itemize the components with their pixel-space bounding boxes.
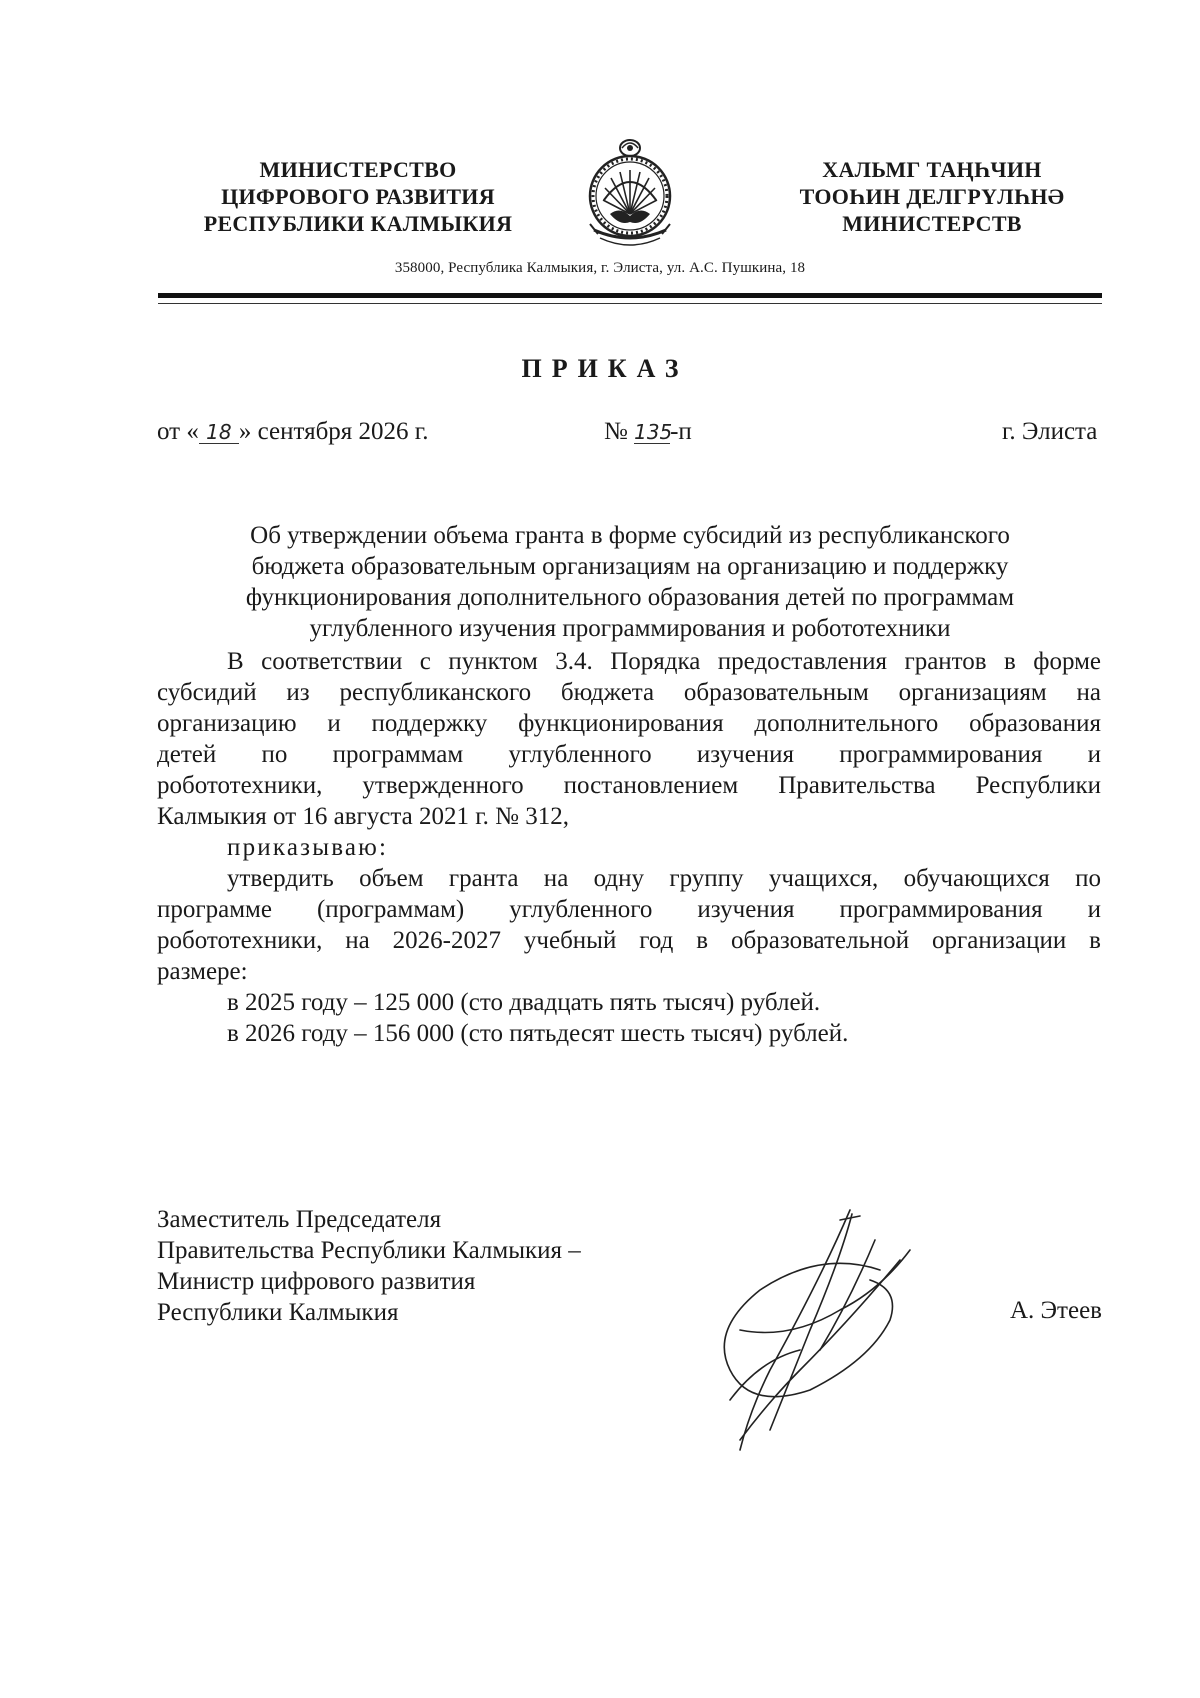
order-preamble: [157, 646, 1101, 1049]
ministry-name-line: ТООҺИН ДЕЛГРҮЛҺНӘ: [799, 184, 1065, 209]
subject-line: бюджета образовательным организациям на организацию и поддержку: [251, 553, 1009, 580]
number-prefix: №: [604, 418, 635, 445]
subject-line: функционирования дополнительного образования детей по программам: [245, 584, 1015, 611]
ministry-name-line: МИНИСТЕРСТВ: [842, 211, 1022, 236]
ministry-address: 358000, Республика Калмыкия, г. Элиста, ул. А.С. Пушкина, 18: [394, 260, 806, 276]
position-line: Министр цифрового развития: [157, 1268, 476, 1295]
order-subject: [160, 520, 1100, 644]
document-title: ПРИКАЗ: [521, 354, 689, 383]
signatory-name: А. Этеев: [1010, 1297, 1102, 1324]
ministry-name-line: ХАЛЬМГ ТАҢҺЧИН: [822, 157, 1042, 182]
ministry-name-kalmyk: [782, 156, 1082, 237]
coat-of-arms-icon: [580, 134, 680, 252]
amount-line: в 2026 году – 156 000 (сто пятьдесят шесть тысяч) рублей.: [227, 1020, 849, 1047]
position-line: Правительства Республики Калмыкия –: [157, 1237, 581, 1264]
preamble-line: Калмыкия от 16 августа 2021 г. № 312,: [157, 803, 569, 830]
decision-line: программе (программам) углубленного изучения программирования и: [157, 896, 1101, 923]
ministry-name-russian: [188, 156, 528, 237]
subject-line: Об утверждении объема гранта в форме субсидий из республиканского: [250, 522, 1010, 549]
ministry-name-line: РЕСПУБЛИКИ КАЛМЫКИЯ: [203, 211, 513, 236]
preamble-line: В соответствии с пунктом 3.4. Порядка предоставления грантов в форме: [227, 648, 1101, 675]
preamble-line: робототехники, утвержденного постановлением Правительства Республики: [157, 772, 1101, 799]
header-divider-thick: [158, 293, 1102, 298]
ministry-name-line: МИНИСТЕРСТВО: [259, 157, 457, 182]
number-handwritten: 135: [634, 420, 673, 444]
date-suffix: » сентября 2026 г.: [238, 418, 429, 445]
number-suffix: -п: [670, 418, 692, 445]
subject-line: углубленного изучения программирования и робототехники: [309, 615, 951, 642]
order-number: [604, 418, 692, 446]
ministry-name-line: ЦИФРОВОГО РАЗВИТИЯ: [221, 184, 495, 209]
order-city: г. Элиста: [1002, 418, 1098, 445]
amount-line: в 2025 году – 125 000 (сто двадцать пять тысяч) рублей.: [227, 989, 821, 1016]
decision-line: робототехники, на 2026-2027 учебный год в образовательной организации в: [157, 927, 1101, 954]
order-date: [157, 418, 428, 446]
date-day-handwritten: 18: [199, 421, 239, 444]
position-line: Заместитель Председателя: [157, 1206, 442, 1233]
decision-line: утвердить объем гранта на одну группу учащихся, обучающихся по: [227, 865, 1101, 892]
order-word: приказываю:: [227, 834, 389, 861]
date-prefix: от «: [157, 418, 199, 445]
handwritten-signature: [700, 1200, 960, 1460]
preamble-line: организацию и поддержку функционирования дополнительного образования: [157, 710, 1101, 737]
decision-line: размере:: [157, 958, 248, 985]
preamble-line: детей по программам углубленного изучения программирования и: [157, 741, 1101, 768]
preamble-line: субсидий из республиканского бюджета образовательным организациям на: [157, 679, 1101, 706]
position-line: Республики Калмыкия: [157, 1299, 399, 1326]
header-divider-thin: [158, 303, 1102, 304]
signatory-position: [157, 1204, 581, 1328]
